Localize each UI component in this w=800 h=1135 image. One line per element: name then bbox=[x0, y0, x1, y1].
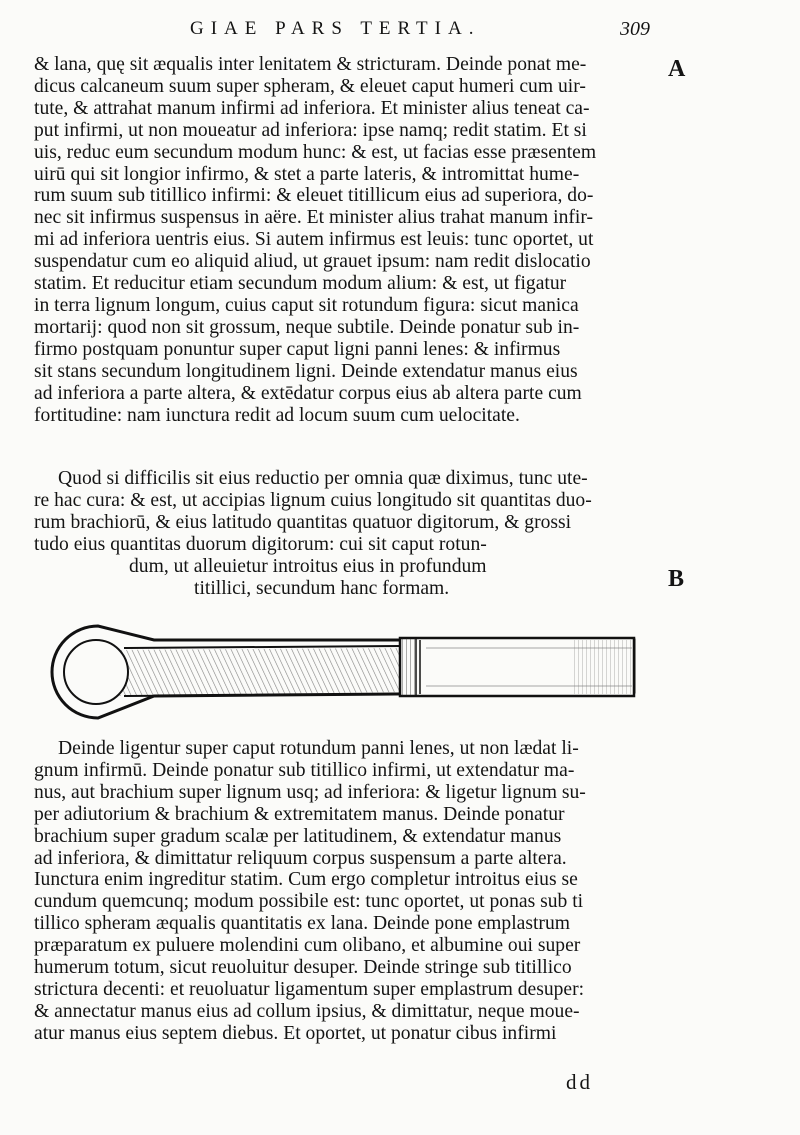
text-line: Deinde ligentur super caput rotundum panni lenes, ut non lædat li- bbox=[58, 738, 579, 759]
text-line: mi ad inferiora uentris eius. Si autem infirmus est leuis: tunc oportet, ut bbox=[34, 229, 594, 251]
text-line: brachium super gradum scalæ per latitudinem, & extendatur manus bbox=[34, 825, 562, 847]
text-line: statim. Et reducitur etiam secundum modum alium: & est, ut figatur bbox=[34, 273, 567, 295]
text-line: præparatum ex puluere molendini cum olibano, et albumine oui super bbox=[34, 935, 581, 957]
text-line: ad inferiora a parte altera, & extēdatur corpus eius ab altera parte cum bbox=[34, 382, 582, 404]
text-line: uis, reduc eum secundum modum hunc: & est, ut facias esse præsentem bbox=[34, 141, 597, 163]
wooden-lever-figure bbox=[34, 618, 654, 726]
text-line: firmo postquam ponuntur super caput ligni panni lenes: & infirmus bbox=[34, 338, 561, 360]
text-line: ad inferiora, & dimittatur reliquum corpus suspensum a parte altera. bbox=[34, 847, 567, 869]
running-title: GIAE PARS TERTIA. bbox=[190, 18, 481, 39]
text-line: tudo eius quantitas duorum digitorum: cui sit caput rotun- bbox=[34, 533, 487, 555]
text-line: rum suum sub titillico infirmi: & eleuet titillicum eius ad superiora, do- bbox=[34, 185, 594, 207]
text-line: re hac cura: & est, ut accipias lignum cuius longitudo sit quantitas duo- bbox=[34, 489, 592, 511]
page-number: 309 bbox=[620, 18, 650, 40]
text-line: dum, ut alleuietur introitus eius in profundum bbox=[129, 555, 487, 577]
text-line: titillici, secundum hanc formam. bbox=[194, 577, 450, 599]
text-line: fortitudine: nam iunctura redit ad locum suum cum uelocitate. bbox=[34, 404, 520, 426]
text-paragraph-middle bbox=[34, 468, 660, 599]
text-line: rum brachiorū, & eius latitudo quantitas quatuor digitorum, & grossi bbox=[34, 511, 572, 533]
text-line: sit stans secundum longitudinem ligni. Deinde extendatur manus eius bbox=[34, 360, 578, 382]
text-line: humerum totum, sicut reuoluitur desuper. Deinde stringe sub titillico bbox=[34, 957, 572, 979]
text-line: & lana, quę sit æqualis inter lenitatem & stricturam. Deinde ponat me- bbox=[34, 54, 587, 75]
text-line: cundum quemcunq; modum possibile est: tunc oportet, ut ponas sub ti bbox=[34, 891, 584, 913]
wooden-lever-instrument-illustration bbox=[34, 618, 654, 726]
margin-letter-a: A bbox=[668, 56, 686, 82]
signature-mark: dd bbox=[566, 1070, 593, 1094]
page-header bbox=[190, 18, 670, 48]
text-line: nus, aut brachium super lignum usq; ad inferiora: & ligetur lignum su- bbox=[34, 781, 586, 803]
text-line: tute, & attrahat manum infirmi ad inferiora. Et minister alius teneat ca- bbox=[34, 97, 590, 119]
text-line: tillico spheram æqualis quantitatis ex lana. Deinde pone emplastrum bbox=[34, 913, 570, 935]
text-line: Iunctura enim ingreditur statim. Cum ergo completur introitus eius se bbox=[34, 869, 578, 891]
text-line: uirū qui sit longior infirmo, & stet a parte lateris, & intromittat hume- bbox=[34, 163, 580, 185]
text-line: nec sit infirmus suspensus in aëre. Et minister alius trahat manum infir- bbox=[34, 207, 593, 229]
text-paragraph-top bbox=[34, 54, 660, 426]
text-line: gnum infirmū. Deinde ponatur sub titillico infirmi, ut extendatur ma- bbox=[34, 759, 575, 781]
text-line: per adiutorium & brachium & extremitatem manus. Deinde ponatur bbox=[34, 803, 565, 825]
text-line: strictura decenti: et reuoluatur ligamentum super emplastrum desuper: bbox=[34, 978, 585, 1000]
margin-letter-b: B bbox=[668, 566, 685, 592]
text-line: & annectatur manus eius ad collum ipsius, & dimittatur, neque moue- bbox=[34, 1000, 580, 1022]
text-line: dicus calcaneum suum super spheram, & eleuet caput humeri cum uir- bbox=[34, 75, 586, 97]
text-line: mortarij: quod non sit grossum, neque subtile. Deinde ponatur sub in- bbox=[34, 316, 580, 338]
text-line: atur manus eius septem diebus. Et oportet, ut ponatur cibus infirmi bbox=[34, 1022, 557, 1044]
text-line: suspendatur cum eo aliquid aliud, ut grauet ipsum: nam redit dislocatio bbox=[34, 251, 591, 273]
text-line: in terra lignum longum, cuius caput sit rotundum figura: sicut manica bbox=[34, 294, 579, 316]
text-line: put infirmi, ut non moueatur ad inferiora: ipse namq; redit statim. Et si bbox=[34, 119, 587, 141]
text-line: Quod si difficilis sit eius reductio per omnia quæ diximus, tunc ute- bbox=[58, 468, 588, 489]
text-paragraph-bottom bbox=[34, 738, 660, 1045]
